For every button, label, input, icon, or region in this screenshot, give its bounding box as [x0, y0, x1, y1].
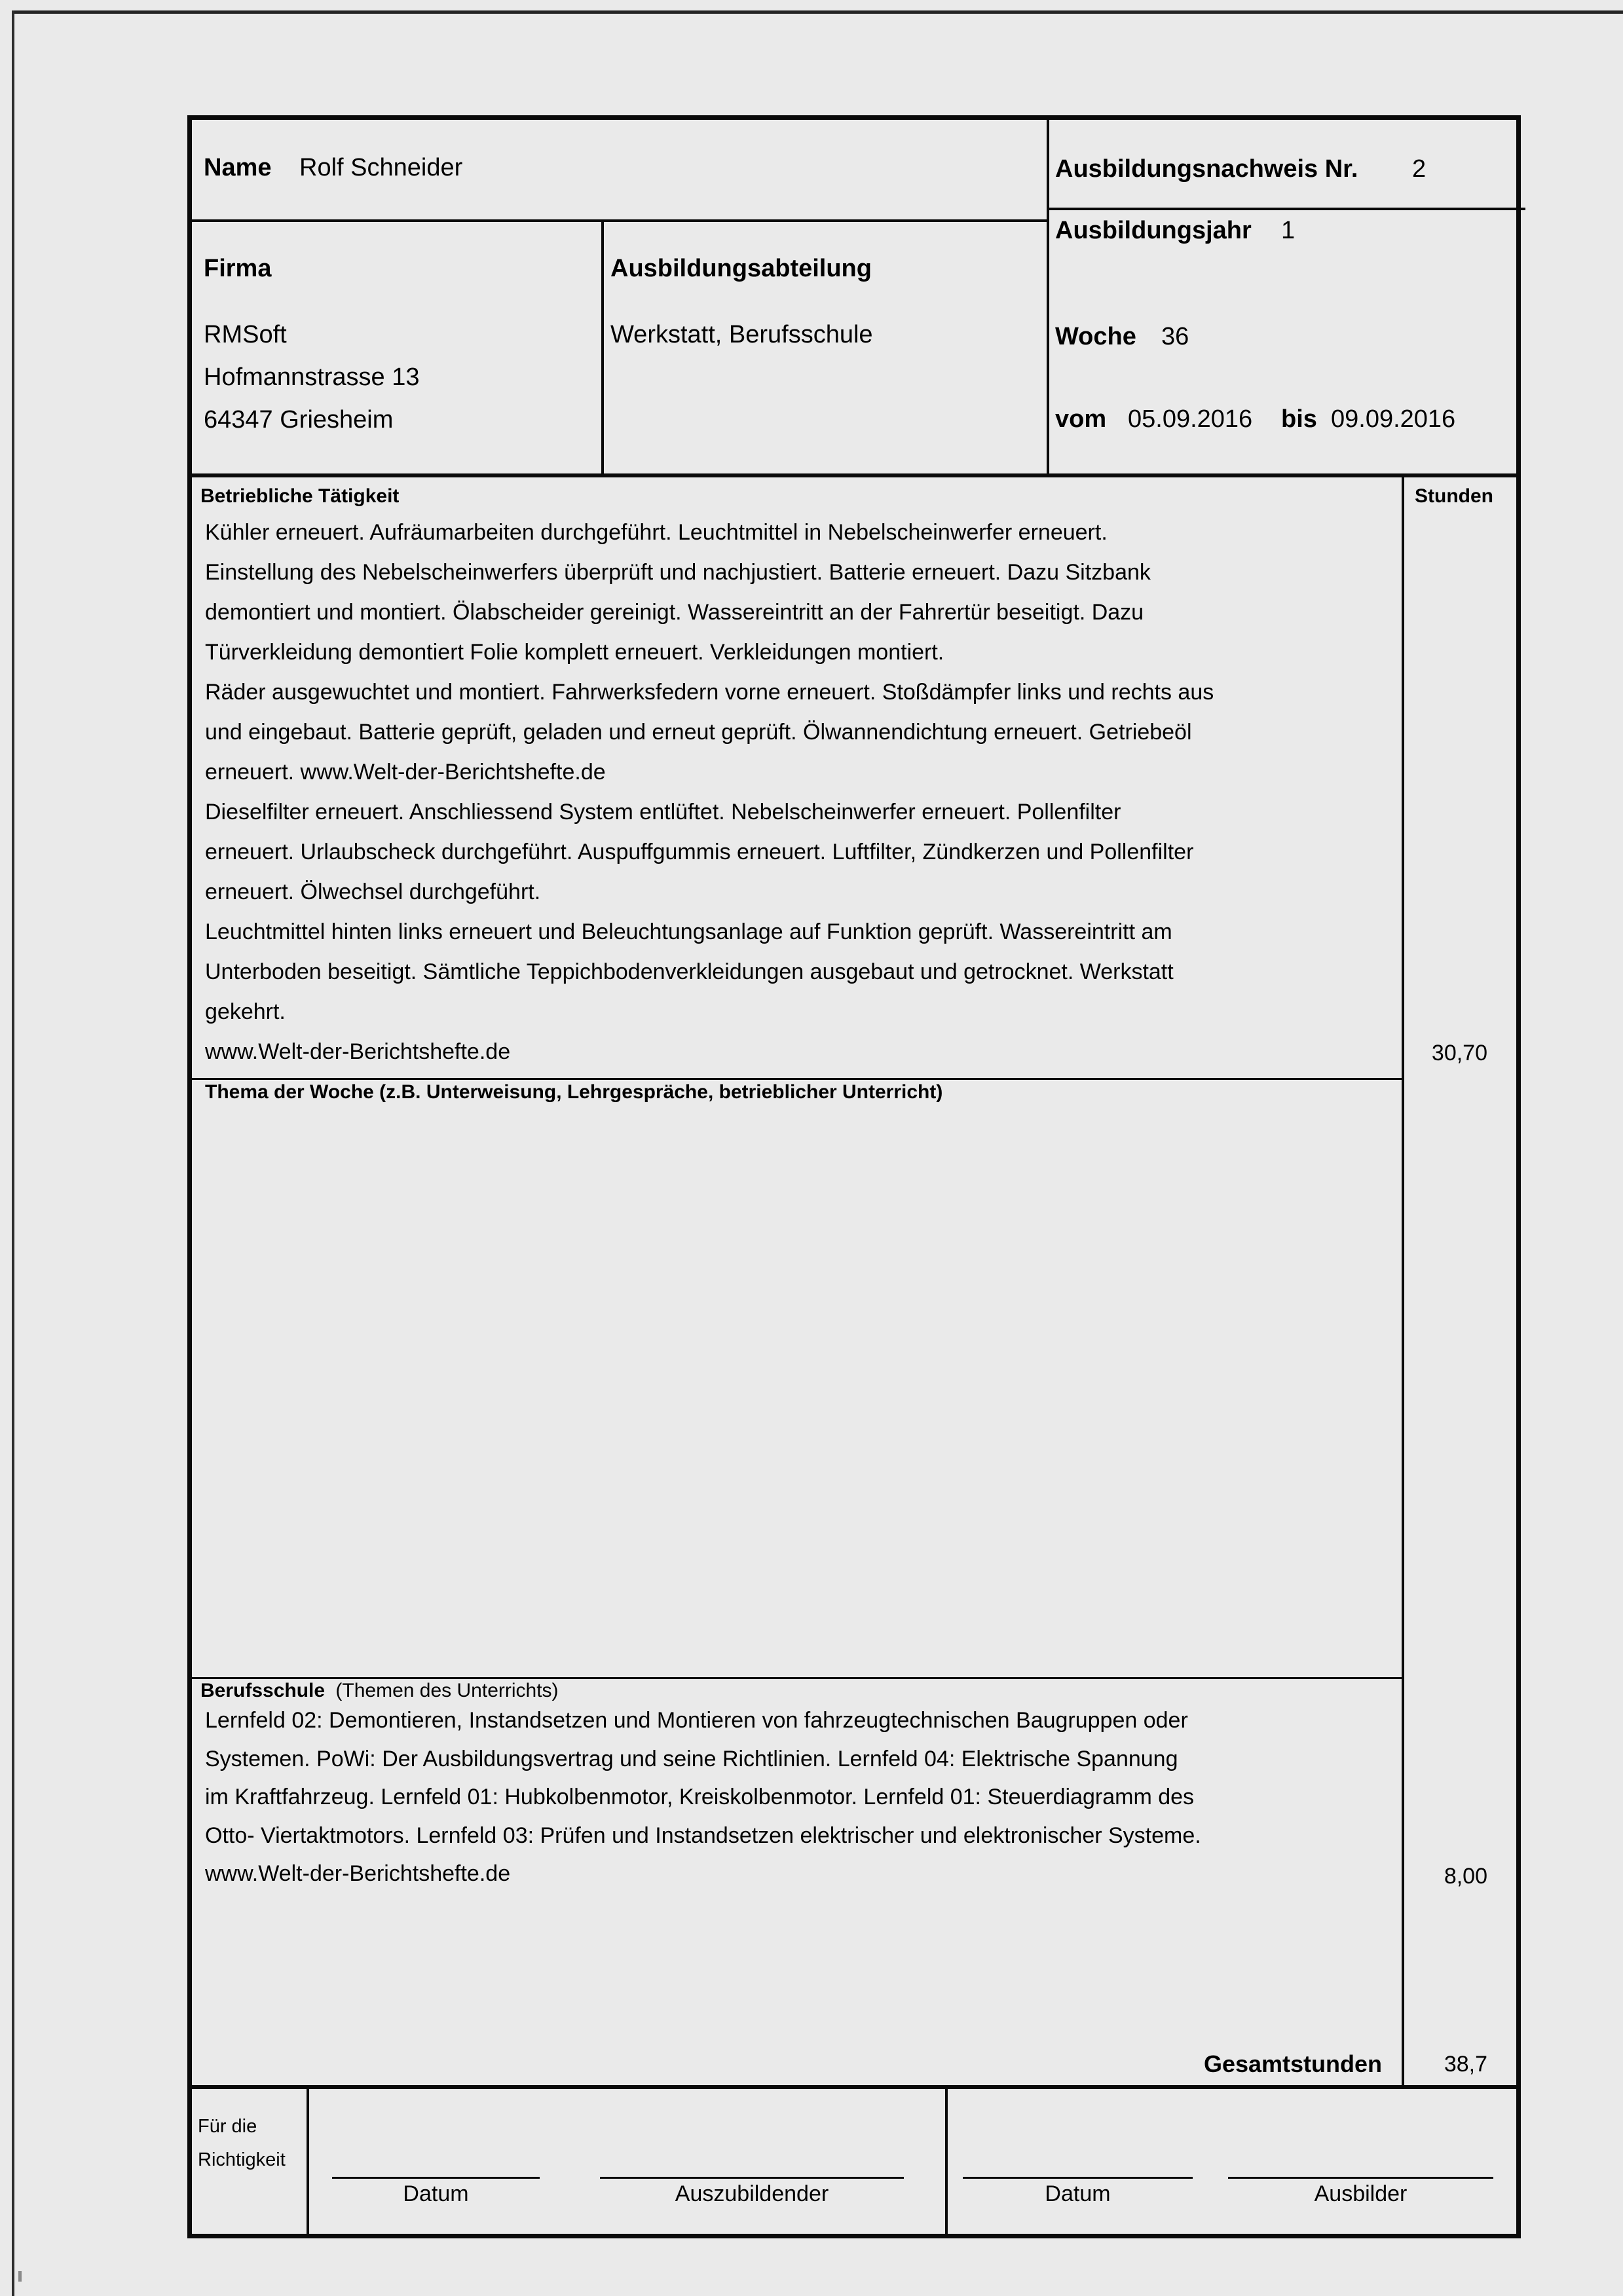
berufsschule-text	[205, 1701, 1394, 1893]
bis-label: bis	[1281, 405, 1317, 433]
nachweis-nr-label: Ausbildungsnachweis Nr.	[1055, 155, 1358, 183]
name-value: Rolf Schneider	[299, 154, 463, 181]
taetigkeit-text	[205, 513, 1394, 1072]
auszubildender-label: Auszubildender	[675, 2181, 829, 2206]
taetigkeit-line: erneuert. Ölwechsel durchgeführt.	[205, 880, 541, 904]
stunden-column-header: Stunden	[1415, 485, 1493, 507]
taetigkeit-line: Dieselfilter erneuert. Anschliessend System entlüftet. Nebelscheinwerfer erneuert. Pollenfilter	[205, 800, 1121, 824]
taetigkeit-line: erneuert. www.Welt-der-Berichtshefte.de	[205, 760, 606, 785]
taetigkeit-line: Unterboden beseitigt. Sämtliche Teppichbodenverkleidungen ausgebaut und getrocknet. Werkstatt	[205, 959, 1174, 984]
taetigkeit-stunden-value: 30,70	[1431, 1041, 1487, 1065]
divider-berufsschule-top	[192, 1677, 1402, 1679]
divider-signature-top	[192, 2085, 1516, 2089]
divider-left-of-nachweis-box	[1047, 120, 1049, 473]
berufsschule-line: Lernfeld 02: Demontieren, Instandsetzen und Montieren von fahrzeugtechnischen Baugruppen oder	[205, 1708, 1188, 1733]
gesamtstunden-label: Gesamtstunden	[1203, 2050, 1382, 2077]
berufsschule-line: www.Welt-der-Berichtshefte.de	[205, 1861, 511, 1886]
woche-label: Woche	[1055, 323, 1136, 350]
berufsschule-line: im Kraftfahrzeug. Lernfeld 01: Hubkolbenmotor, Kreiskolbenmotor. Lernfeld 01: Steuerdiagramm des	[205, 1785, 1195, 1809]
ausbildungsjahr-value: 1	[1281, 217, 1296, 244]
woche-value: 36	[1161, 323, 1189, 350]
firma-label: Firma	[204, 255, 272, 282]
signature-line-datum-right	[963, 2177, 1193, 2179]
signature-line-datum-left	[332, 2177, 540, 2179]
taetigkeit-line: Einstellung des Nebelscheinwerfers überprüft und nachjustiert. Batterie erneuert. Dazu Sitzbank	[205, 560, 1151, 585]
taetigkeit-line: Leuchtmittel hinten links erneuert und Beleuchtungsanlage auf Funktion geprüft. Wassereintritt am	[205, 919, 1172, 944]
nachweis-nr-value: 2	[1412, 155, 1427, 183]
datum-label-left: Datum	[403, 2181, 469, 2206]
scan-edge-left	[12, 10, 14, 2296]
ausbildungsnachweis-form	[187, 115, 1521, 2238]
berufsschule-title-row	[200, 1680, 559, 1702]
taetigkeit-line: demontiert und montiert. Ölabscheider gereinigt. Wassereintritt an der Fahrertür beseitigt. Dazu	[205, 600, 1144, 625]
firma-address-line: RMSoft	[204, 321, 287, 348]
vom-value: 05.09.2016	[1128, 405, 1253, 433]
scan-artifact	[18, 2271, 22, 2282]
vom-label: vom	[1055, 405, 1107, 433]
ausbilder-label: Ausbilder	[1314, 2181, 1408, 2206]
thema-der-woche-title: Thema der Woche (z.B. Unterweisung, Lehrgespräche, betrieblicher Unterricht)	[205, 1081, 943, 1103]
divider-under-nachweis-nr	[1047, 208, 1525, 210]
divider-signature-middle	[945, 2089, 948, 2234]
name-label: Name	[204, 154, 272, 181]
berufsschule-title-suffix: (Themen des Unterrichts)	[335, 1680, 559, 1701]
abteilung-label: Ausbildungsabteilung	[610, 255, 872, 282]
taetigkeit-title: Betriebliche Tätigkeit	[200, 485, 400, 507]
taetigkeit-line: und eingebaut. Batterie geprüft, geladen und erneut geprüft. Ölwannendichtung erneuert. Getriebeöl	[205, 720, 1192, 745]
firma-address-line: Hofmannstrasse 13	[204, 363, 420, 391]
divider-stunden-column	[1402, 473, 1404, 2085]
fuer-die-richtigkeit-label-line1: Für die	[198, 2116, 257, 2137]
scan-edge-top	[12, 10, 1623, 14]
bis-value: 09.09.2016	[1331, 405, 1456, 433]
ausbildungsjahr-label: Ausbildungsjahr	[1055, 217, 1252, 244]
taetigkeit-line: erneuert. Urlaubscheck durchgeführt. Auspuffgummis erneuert. Luftfilter, Zündkerzen und Pollenfilter	[205, 840, 1194, 864]
berufsschule-line: Systemen. PoWi: Der Ausbildungsvertrag und seine Richtlinien. Lernfeld 04: Elektrische Spannung	[205, 1746, 1178, 1771]
fuer-die-richtigkeit-label-line2: Richtigkeit	[198, 2149, 286, 2170]
divider-richtigkeit-box	[307, 2089, 309, 2234]
divider-header-bottom	[192, 473, 1516, 477]
taetigkeit-line: www.Welt-der-Berichtshefte.de	[205, 1039, 511, 1064]
abteilung-value: Werkstatt, Berufsschule	[610, 321, 873, 348]
taetigkeit-line: Kühler erneuert. Aufräumarbeiten durchgeführt. Leuchtmittel in Nebelscheinwerfer erneuert.	[205, 520, 1108, 545]
berufsschule-line: Otto- Viertaktmotors. Lernfeld 03: Prüfen und Instandsetzen elektrischer und elektronischer Systeme.	[205, 1823, 1201, 1848]
taetigkeit-line: gekehrt.	[205, 999, 286, 1024]
signature-line-auszubildender	[600, 2177, 904, 2179]
divider-under-name-row	[192, 219, 1047, 222]
taetigkeit-line: Türverkleidung demontiert Folie komplett erneuert. Verkleidungen montiert.	[205, 640, 944, 665]
divider-thema-top	[192, 1078, 1402, 1080]
datum-label-right: Datum	[1045, 2181, 1111, 2206]
berufsschule-title: Berufsschule	[200, 1680, 326, 1701]
taetigkeit-line: Räder ausgewuchtet und montiert. Fahrwerksfedern vorne erneuert. Stoßdämpfer links und rechts aus	[205, 680, 1214, 705]
gesamtstunden-value: 38,7	[1444, 2052, 1487, 2077]
signature-line-ausbilder	[1228, 2177, 1493, 2179]
berufsschule-stunden-value: 8,00	[1444, 1864, 1487, 1889]
firma-address-line: 64347 Griesheim	[204, 406, 394, 434]
divider-firma-abteilung	[601, 219, 604, 473]
